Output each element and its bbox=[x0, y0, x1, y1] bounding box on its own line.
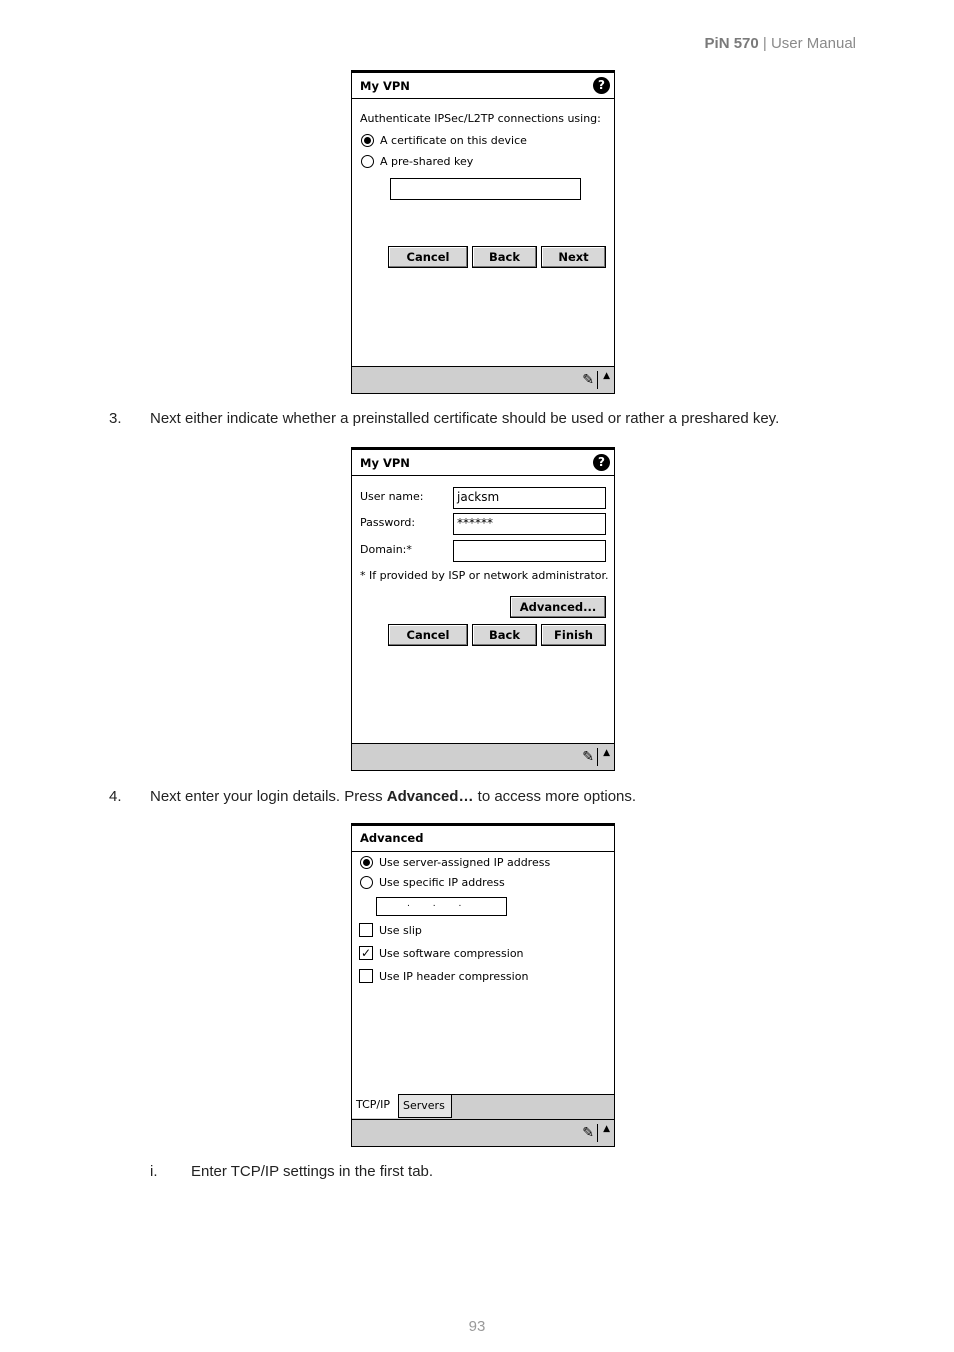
finish-button[interactable]: Finish bbox=[541, 624, 606, 646]
next-button[interactable]: Next bbox=[541, 246, 606, 268]
substep-i bbox=[150, 1163, 750, 1183]
radio-server-ip[interactable] bbox=[360, 856, 373, 869]
radio-specific-ip-label: Use specific IP address bbox=[379, 876, 505, 889]
checkbox-ip-header-compression-label: Use IP header compression bbox=[379, 970, 529, 983]
ip-address-input[interactable]: . . . bbox=[376, 897, 507, 916]
running-header bbox=[705, 35, 856, 52]
top-line bbox=[352, 824, 614, 826]
screenshot-vpn-login bbox=[351, 447, 615, 771]
radio-preshared-key-label: A pre-shared key bbox=[380, 155, 474, 168]
checkbox-slip-label: Use slip bbox=[379, 924, 422, 937]
auth-prompt: Authenticate IPSec/L2TP connections using: bbox=[360, 112, 601, 125]
username-label: User name: bbox=[360, 490, 424, 503]
advanced-button[interactable]: Advanced... bbox=[510, 596, 606, 618]
caret-up-icon[interactable]: ▲ bbox=[603, 371, 610, 381]
radio-server-ip-label: Use server-assigned IP address bbox=[379, 856, 551, 869]
bottom-bar bbox=[352, 366, 614, 393]
checkbox-software-compression-label: Use software compression bbox=[379, 947, 524, 960]
back-button[interactable]: Back bbox=[472, 624, 537, 646]
step-number: 4. bbox=[109, 788, 122, 805]
screen-title: Advanced bbox=[360, 831, 424, 845]
password-input[interactable]: ****** bbox=[453, 513, 606, 535]
password-label: Password: bbox=[360, 516, 416, 529]
bar-divider bbox=[597, 748, 598, 766]
step-number: 3. bbox=[109, 410, 122, 427]
step-text-bold: Advanced… bbox=[386, 788, 474, 805]
screen-title: My VPN bbox=[360, 79, 410, 93]
bar-divider bbox=[597, 371, 598, 389]
step-3 bbox=[109, 410, 869, 430]
bottom-bar bbox=[352, 743, 614, 770]
header-product: PiN 570 bbox=[704, 35, 759, 52]
checkbox-slip[interactable] bbox=[359, 923, 373, 937]
help-icon[interactable]: ? bbox=[593, 77, 610, 94]
tab-tcpip[interactable]: TCP/IP bbox=[352, 1094, 399, 1118]
step-text-before: Next enter your login details. Press bbox=[150, 788, 387, 805]
username-input[interactable]: jacksm bbox=[453, 487, 606, 509]
substep-text: Enter TCP/IP settings in the first tab. bbox=[191, 1163, 434, 1180]
radio-certificate[interactable] bbox=[361, 134, 374, 147]
preshared-key-input[interactable] bbox=[390, 178, 581, 200]
back-button[interactable]: Back bbox=[472, 246, 537, 268]
screen-title: My VPN bbox=[360, 456, 410, 470]
header-doc: User Manual bbox=[770, 35, 856, 52]
domain-note: * If provided by ISP or network administrator. bbox=[360, 569, 609, 582]
substep-number: i. bbox=[150, 1163, 158, 1180]
caret-up-icon[interactable]: ▲ bbox=[603, 748, 610, 758]
title-separator bbox=[352, 475, 614, 476]
top-line bbox=[352, 71, 614, 73]
screenshot-advanced bbox=[351, 823, 615, 1147]
title-separator bbox=[352, 98, 614, 99]
top-line bbox=[352, 448, 614, 450]
radio-specific-ip[interactable] bbox=[360, 876, 373, 889]
step-4 bbox=[109, 788, 869, 808]
cancel-button[interactable]: Cancel bbox=[388, 246, 468, 268]
tab-strip bbox=[352, 1094, 614, 1119]
cancel-button[interactable]: Cancel bbox=[388, 624, 468, 646]
radio-certificate-label: A certificate on this device bbox=[380, 134, 527, 147]
domain-label: Domain:* bbox=[360, 543, 412, 556]
bar-divider bbox=[597, 1124, 598, 1142]
tab-servers[interactable]: Servers bbox=[399, 1094, 452, 1118]
page-number: 93 bbox=[468, 1318, 486, 1335]
step-text: Next either indicate whether a preinstalled certificate should be used or rather a preshared key. bbox=[150, 410, 780, 427]
pen-icon[interactable]: ✎ bbox=[582, 372, 594, 388]
help-icon[interactable]: ? bbox=[593, 454, 610, 471]
header-separator: | bbox=[758, 35, 771, 52]
caret-up-icon[interactable]: ▲ bbox=[603, 1124, 610, 1134]
title-separator bbox=[352, 851, 614, 852]
step-text-after: to access more options. bbox=[473, 788, 637, 805]
checkbox-ip-header-compression[interactable] bbox=[359, 969, 373, 983]
step-text bbox=[150, 788, 636, 805]
radio-preshared-key[interactable] bbox=[361, 155, 374, 168]
bottom-bar bbox=[352, 1119, 614, 1146]
screenshot-vpn-auth bbox=[351, 70, 615, 394]
checkbox-software-compression[interactable]: ✓ bbox=[360, 946, 372, 960]
domain-input[interactable] bbox=[453, 540, 606, 562]
pen-icon[interactable]: ✎ bbox=[582, 1125, 594, 1141]
pen-icon[interactable]: ✎ bbox=[582, 749, 594, 765]
